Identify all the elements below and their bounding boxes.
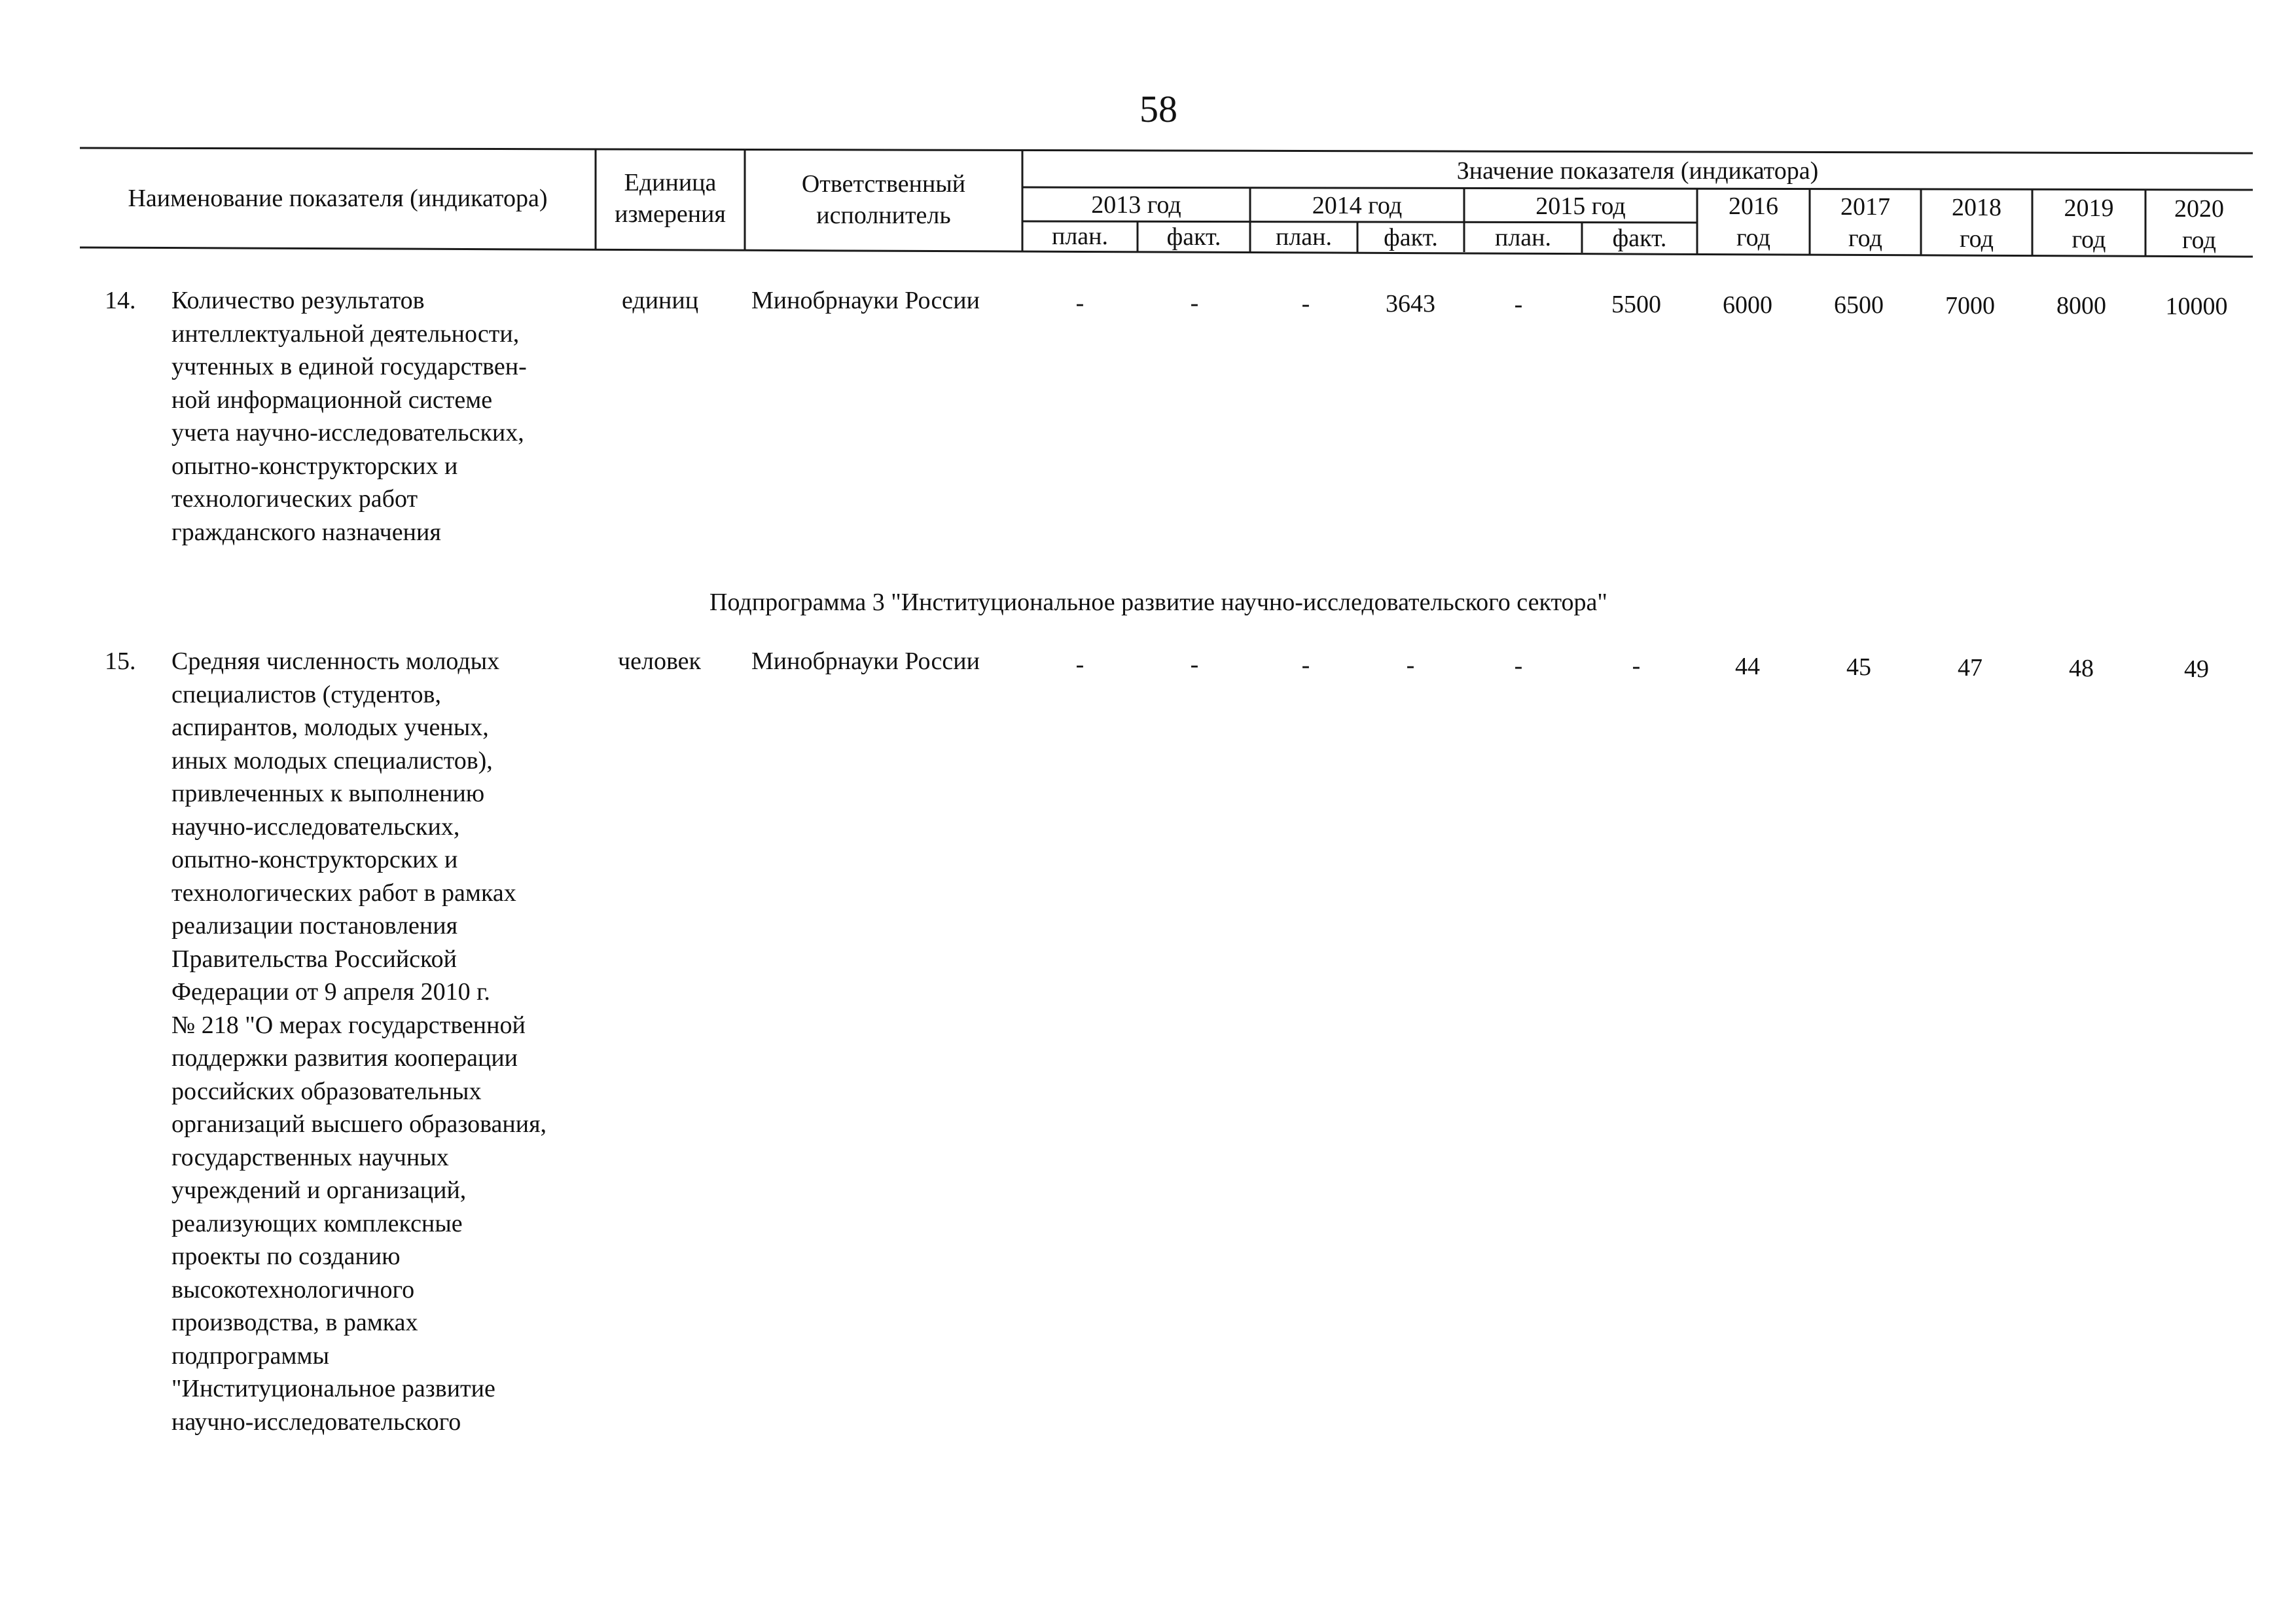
value-2015-fact: 5500 — [1611, 291, 1661, 318]
header-2019-year: 2019 — [2064, 194, 2114, 222]
header-name-col: Наименование показателя (индикатора) — [128, 185, 548, 212]
header-2020-word: год — [2182, 227, 2216, 254]
name-line: опытно-конструкторских и — [171, 846, 458, 873]
header-2019-word: год — [2072, 226, 2106, 253]
value-2020: 10000 — [2165, 293, 2228, 320]
header-2018-year: 2018 — [1952, 194, 2001, 221]
name-line: аспирантов, молодых ученых, — [171, 714, 489, 741]
name-line: научно-исследовательских, — [171, 812, 460, 841]
executor-cell: Минобрнауки России — [751, 287, 980, 314]
name-line: технологических работ — [171, 485, 418, 513]
value-2014-plan: - — [1301, 290, 1310, 318]
name-line: технологических работ в рамках — [171, 879, 516, 907]
header-2017-year: 2017 — [1840, 193, 1890, 221]
name-line: организаций высшего образования, — [171, 1110, 547, 1138]
value-2015-plan: - — [1514, 652, 1523, 680]
name-line: ной информационной системе — [171, 386, 493, 414]
name-line: гражданского назначения — [171, 518, 441, 546]
header-2016-word: год — [1736, 224, 1770, 251]
value-2018: 47 — [1958, 654, 1982, 682]
name-line: учета научно-исследовательских, — [171, 419, 524, 447]
name-line: учтенных в единой государствен- — [171, 353, 527, 380]
name-line: Количество результатов — [171, 287, 425, 314]
value-2017: 6500 — [1834, 291, 1884, 319]
name-line: проекты по созданию — [171, 1243, 401, 1270]
name-line: привлеченных к выполнению — [171, 780, 485, 807]
header-year-2013: 2013 год — [1091, 191, 1181, 219]
value-2013-plan: - — [1075, 651, 1085, 678]
header-value-group: Значение показателя (индикатора) — [1456, 157, 1819, 185]
header-executor-line2: исполнитель — [816, 202, 951, 229]
value-2014-plan: - — [1301, 651, 1310, 679]
executor-cell: Минобрнауки России — [751, 647, 980, 675]
page-number: 58 — [1139, 88, 1177, 130]
header-2015-plan: план. — [1494, 224, 1551, 251]
row-number: 14. — [105, 287, 136, 314]
name-line: Правительства Российской — [171, 945, 457, 973]
value-2018: 7000 — [1945, 292, 1995, 319]
name-line: научно-исследовательского — [171, 1408, 461, 1436]
header-2013-fact: факт. — [1166, 223, 1221, 251]
value-2013-fact: - — [1190, 651, 1199, 678]
value-2015-plan: - — [1514, 291, 1523, 318]
name-line: опытно-конструкторских и — [171, 452, 458, 480]
header-executor-line1: Ответственный — [801, 170, 966, 198]
subprogram-title: Подпрограмма 3 "Институциональное развитие научно-исследовательского сектора" — [709, 589, 1607, 616]
name-line: реализации постановления — [171, 912, 458, 939]
unit-cell: единиц — [622, 287, 699, 314]
indicator-name — [171, 284, 590, 549]
header-2014-fact: факт. — [1384, 224, 1438, 251]
value-2014-fact: - — [1406, 651, 1415, 679]
header-2017-word: год — [1848, 225, 1882, 252]
indicator-name — [171, 645, 590, 1438]
name-line: Средняя численность молодых — [171, 647, 500, 675]
value-2019: 8000 — [2056, 292, 2106, 319]
header-2020-year: 2020 — [2174, 195, 2224, 223]
value-2013-fact: - — [1190, 289, 1199, 317]
name-line: № 218 "О мерах государственной — [171, 1011, 526, 1039]
value-2017: 45 — [1846, 653, 1871, 681]
value-2016: 6000 — [1723, 291, 1772, 319]
header-top-border — [80, 148, 2253, 153]
header-2014-plan: план. — [1275, 223, 1332, 251]
name-line: иных молодых специалистов), — [171, 746, 493, 775]
value-2013-plan: - — [1075, 289, 1085, 317]
name-line: российских образовательных — [171, 1077, 482, 1105]
header-2018-word: год — [1960, 225, 1994, 253]
unit-cell: человек — [618, 647, 701, 675]
header-2016-year: 2016 — [1729, 192, 1778, 220]
value-2014-fact: 3643 — [1386, 290, 1435, 318]
header-unit-line2: измерения — [615, 200, 726, 228]
name-line: учреждений и организаций, — [171, 1176, 467, 1204]
value-2016: 44 — [1735, 653, 1760, 680]
header-2015-fact: факт. — [1612, 225, 1667, 252]
name-line: подпрограммы — [171, 1341, 329, 1370]
name-line: производства, в рамках — [171, 1309, 418, 1336]
name-line: специалистов (студентов, — [171, 680, 441, 708]
header-unit-line1: Единица — [624, 169, 717, 196]
name-line: "Институциональное развитие — [171, 1375, 495, 1402]
name-line: Федерации от 9 апреля 2010 г. — [171, 978, 490, 1006]
header-year-2014: 2014 год — [1312, 192, 1403, 219]
name-line: высокотехнологичного — [171, 1275, 415, 1304]
header-year-2015: 2015 год — [1535, 192, 1626, 220]
name-line: поддержки развития кооперации — [171, 1044, 518, 1072]
row-number: 15. — [105, 647, 136, 675]
value-2020: 49 — [2184, 655, 2209, 683]
name-line: интеллектуальной деятельности, — [171, 319, 520, 348]
value-2015-fact: - — [1632, 652, 1641, 680]
header-2013-plan: план. — [1051, 223, 1108, 250]
name-line: государственных научных — [171, 1143, 449, 1171]
name-line: реализующих комплексные — [171, 1209, 463, 1237]
value-2019: 48 — [2069, 655, 2094, 682]
